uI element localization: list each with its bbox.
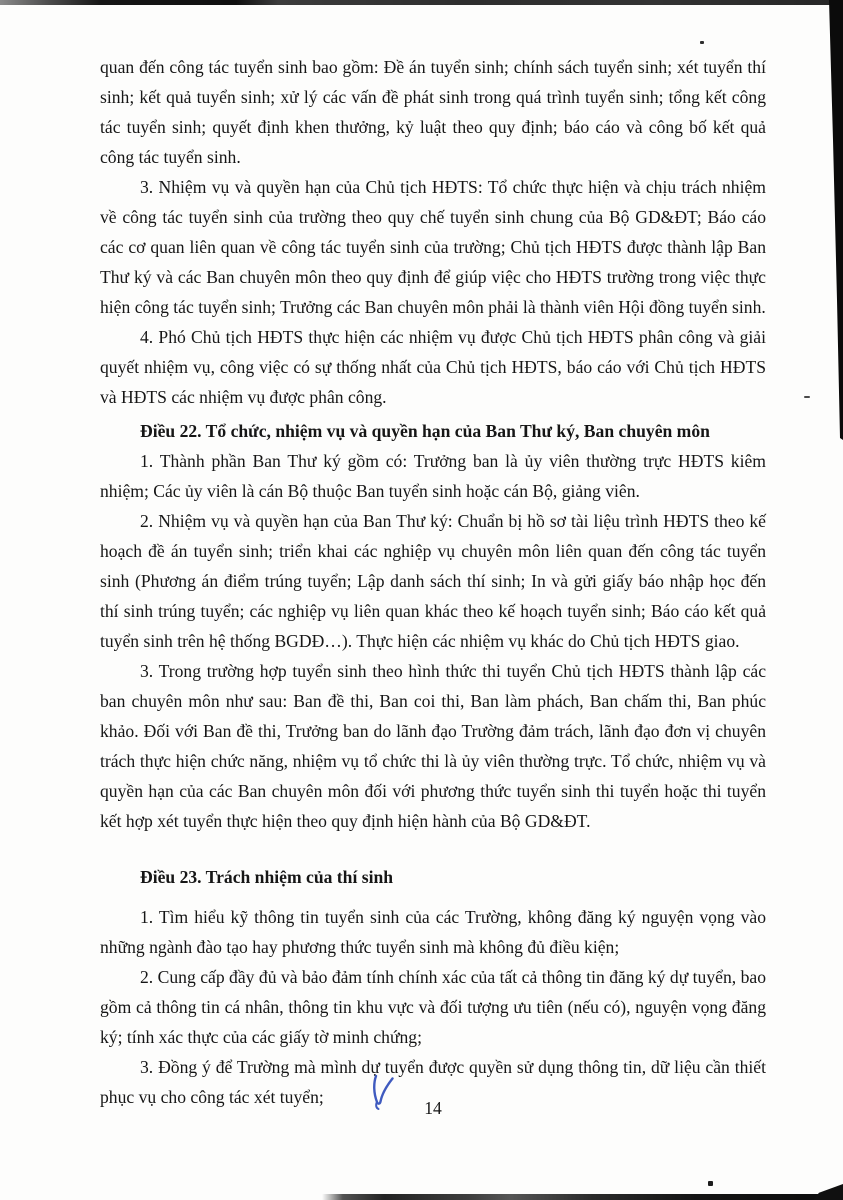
section-heading-dieu-22: Điều 22. Tổ chức, nhiệm vụ và quyền hạn của Ban Thư ký, Ban chuyên môn	[140, 421, 710, 441]
paragraph: 3. Đồng ý để Trường mà mình dự tuyển được quyền sử dụng thông tin, dữ liệu cần thiết phục vụ cho công tác xét tuyển;	[100, 1057, 766, 1107]
paragraph: 1. Thành phần Ban Thư ký gồm có: Trưởng ban là ủy viên thường trực HĐTS kiêm nhiệm; Các ủy viên là cán Bộ thuộc Ban tuyển sinh hoặc cán Bộ, giảng viên.	[100, 451, 766, 501]
paragraph: quan đến công tác tuyển sinh bao gồm: Đề án tuyển sinh; chính sách tuyển sinh; xét tuyển thí sinh; kết quả tuyển sinh; xử lý các vấn đề phát sinh trong quá trình tuyển sinh; tổng kết công tác tuyển sinh; quyết định khen thưởng, kỷ luật theo quy định; báo cáo và công bố kết quả công tác tuyển sinh.	[100, 57, 766, 167]
paragraph: 4. Phó Chủ tịch HĐTS thực hiện các nhiệm vụ được Chủ tịch HĐTS phân công và giải quyết nhiệm vụ, công việc có sự thống nhất của Chủ tịch HĐTS, báo cáo với Chủ tịch HĐTS và HĐTS các nhiệm vụ được phân công.	[100, 327, 766, 407]
scan-artifact-right-wedge	[827, 0, 843, 440]
paragraph: 2. Cung cấp đầy đủ và bảo đảm tính chính xác của tất cả thông tin đăng ký dự tuyển, bao gồm cả thông tin cá nhân, thông tin khu vực và đối tượng ưu tiên (nếu có), nguyện vọng đăng ký; tính xác thực của các giấy tờ minh chứng;	[100, 967, 766, 1047]
scan-artifact-top-bar	[0, 0, 843, 5]
scan-speck	[708, 1181, 713, 1186]
scan-artifact-corner	[813, 1184, 843, 1200]
page-number: 14	[424, 1098, 442, 1118]
paragraph: 2. Nhiệm vụ và quyền hạn của Ban Thư ký: Chuẩn bị hồ sơ tài liệu trình HĐTS theo kế hoạch đề án tuyển sinh; triển khai các nghiệp vụ chuyên môn liên quan đến công tác tuyển sinh (Phương án điểm trúng tuyển; Lập danh sách thí sinh; In và gửi giấy báo nhập học đến thí sinh trúng tuyển; các nghiệp vụ liên quan khác theo kế hoạch tuyển sinh; Báo cáo kết quả tuyển sinh trên hệ thống BGDĐ…). Thực hiện các nhiệm vụ khác do Chủ tịch HĐTS giao.	[100, 511, 766, 651]
document-body	[100, 52, 766, 1112]
section-heading-dieu-23: Điều 23. Trách nhiệm của thí sinh	[140, 867, 394, 887]
scan-speck	[804, 396, 810, 398]
scan-artifact-bottom-bar	[322, 1194, 843, 1200]
paragraph: 1. Tìm hiểu kỹ thông tin tuyển sinh của các Trường, không đăng ký nguyện vọng vào những ngành đào tạo hay phương thức tuyển sinh mà không đủ điều kiện;	[100, 907, 766, 957]
paragraph: 3. Trong trường hợp tuyển sinh theo hình thức thi tuyển Chủ tịch HĐTS thành lập các ban chuyên môn như sau: Ban đề thi, Ban coi thi, Ban làm phách, Ban chấm thi, Ban phúc khảo. Đối với Ban đề thi, Trưởng ban do lãnh đạo Trường đảm trách, lãnh đạo đơn vị chuyên trách thực hiện chức năng, nhiệm vụ tổ chức thi là ủy viên thường trực. Tổ chức, nhiệm vụ và quyền hạn của các Ban chuyên môn đối với phương thức tuyển sinh thi tuyển hoặc thi tuyển kết hợp xét tuyển thực hiện theo quy định hiện hành của Bộ GD&ĐT.	[100, 661, 766, 831]
scan-speck	[700, 41, 704, 44]
paragraph: 3. Nhiệm vụ và quyền hạn của Chủ tịch HĐTS: Tổ chức thực hiện và chịu trách nhiệm về công tác tuyển sinh của trường theo quy chế tuyển sinh chung của Bộ GD&ĐT; Báo cáo các cơ quan liên quan về công tác tuyển sinh của trường; Chủ tịch HĐTS được thành lập Ban Thư ký và các Ban chuyên môn theo quy định để giúp việc cho HĐTS trường trong việc thực hiện công tác tuyển sinh; Trưởng các Ban chuyên môn phải là thành viên Hội đồng tuyển sinh.	[100, 177, 766, 317]
